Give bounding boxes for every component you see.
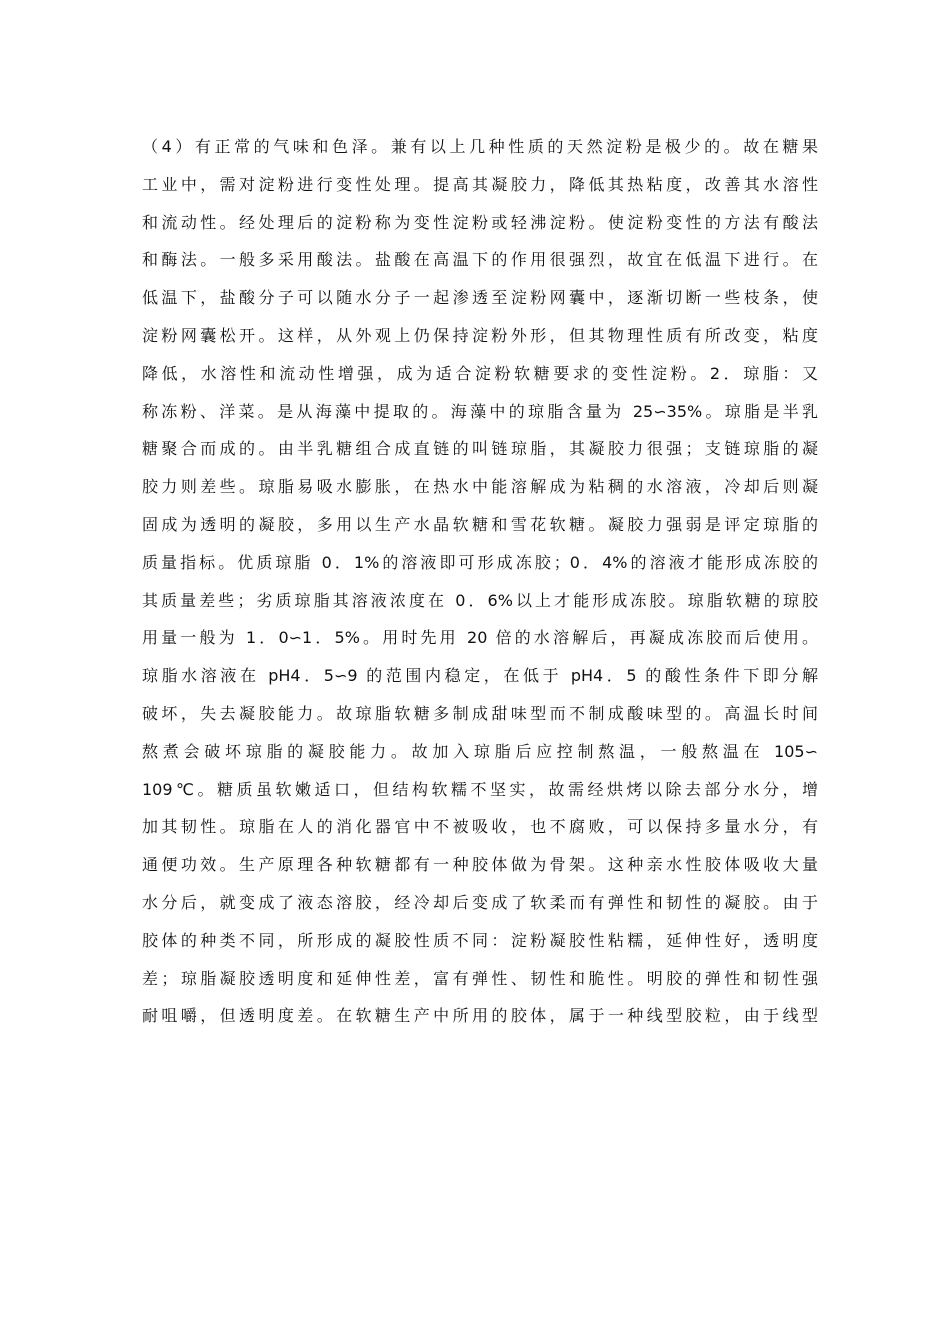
text-line: 水分后，就变成了液态溶胶，经冷却后变成了软柔而有弹性和韧性的凝胶。由于: [142, 892, 818, 912]
text-line: 109℃。糖质虽软嫩适口，但结构软糯不坚实，故需经烘烤以除去部分水分，增: [142, 779, 818, 799]
text-line: 差；琼脂凝胶透明度和延伸性差，富有弹性、韧性和脆性。明胶的弹性和韧性强: [142, 968, 818, 988]
text-line: 糖聚合而成的。由半乳糖组合成直链的叫链琼脂，其凝胶力很强；支链琼脂的凝: [142, 439, 818, 459]
text-line: 固成为透明的凝胶，多用以生产水晶软糖和雪花软糖。凝胶力强弱是评定琼脂的: [142, 514, 818, 534]
text-line: 淀粉网囊松开。这样，从外观上仍保持淀粉外形，但其物理性质有所改变，粘度: [142, 325, 818, 345]
text-line: 熬煮会破坏琼脂的凝胶能力。故加入琼脂后应控制熬温，一般熬温在 105∽: [142, 741, 818, 761]
text-line: 用量一般为 1．0∽1．5%。用时先用 20 倍的水溶解后，再凝成冻胶而后使用。: [142, 628, 818, 648]
text-line: 胶力则差些。琼脂易吸水膨胀，在热水中能溶解成为粘稠的水溶液，冷却后则凝: [142, 477, 818, 497]
text-line: 和酶法。一般多采用酸法。盐酸在高温下的作用很强烈，故宜在低温下进行。在: [142, 250, 818, 270]
text-line: 耐咀嚼，但透明度差。在软糖生产中所用的胶体，属于一种线型胶粒，由于线型: [142, 1006, 818, 1026]
text-line: 通便功效。生产原理各种软糖都有一种胶体做为骨架。这种亲水性胶体吸收大量: [142, 855, 818, 875]
text-line: 破坏，失去凝胶能力。故琼脂软糖多制成甜味型而不制成酸味型的。高温长时间: [142, 703, 818, 723]
text-line: 质量指标。优质琼脂 0．1%的溶液即可形成冻胶；0．4%的溶液才能形成冻胶的: [142, 552, 818, 572]
text-line: 胶体的种类不同，所形成的凝胶性质不同：淀粉凝胶性粘糯，延伸性好，透明度: [142, 930, 818, 950]
text-line: 降低，水溶性和流动性增强，成为适合淀粉软糖要求的变性淀粉。2．琼脂：又: [142, 363, 818, 383]
text-line: 称冻粉、洋菜。是从海藻中提取的。海藻中的琼脂含量为 25∽35%。琼脂是半乳: [142, 401, 818, 421]
text-line: 加其韧性。琼脂在人的消化器官中不被吸收，也不腐败，可以保持多量水分，有: [142, 817, 818, 837]
text-line: 其质量差些；劣质琼脂其溶液浓度在 0．6%以上才能形成冻胶。琼脂软糖的琼胶: [142, 590, 818, 610]
text-line: （4）有正常的气味和色泽。兼有以上几种性质的天然淀粉是极少的。故在糖果: [142, 137, 818, 156]
text-line: 和流动性。经处理后的淀粉称为变性淀粉或轻沸淀粉。使淀粉变性的方法有酸法: [142, 212, 818, 232]
text-line: 低温下，盐酸分子可以随水分子一起渗透至淀粉网囊中，逐渐切断一些枝条，使: [142, 288, 818, 308]
text-line: 工业中，需对淀粉进行变性处理。提高其凝胶力，降低其热粘度，改善其水溶性: [142, 174, 818, 194]
text-line: 琼脂水溶液在 pH4．5∽9 的范围内稳定，在低于 pH4．5 的酸性条件下即分解: [142, 666, 818, 686]
body-paragraph: [142, 128, 818, 1035]
